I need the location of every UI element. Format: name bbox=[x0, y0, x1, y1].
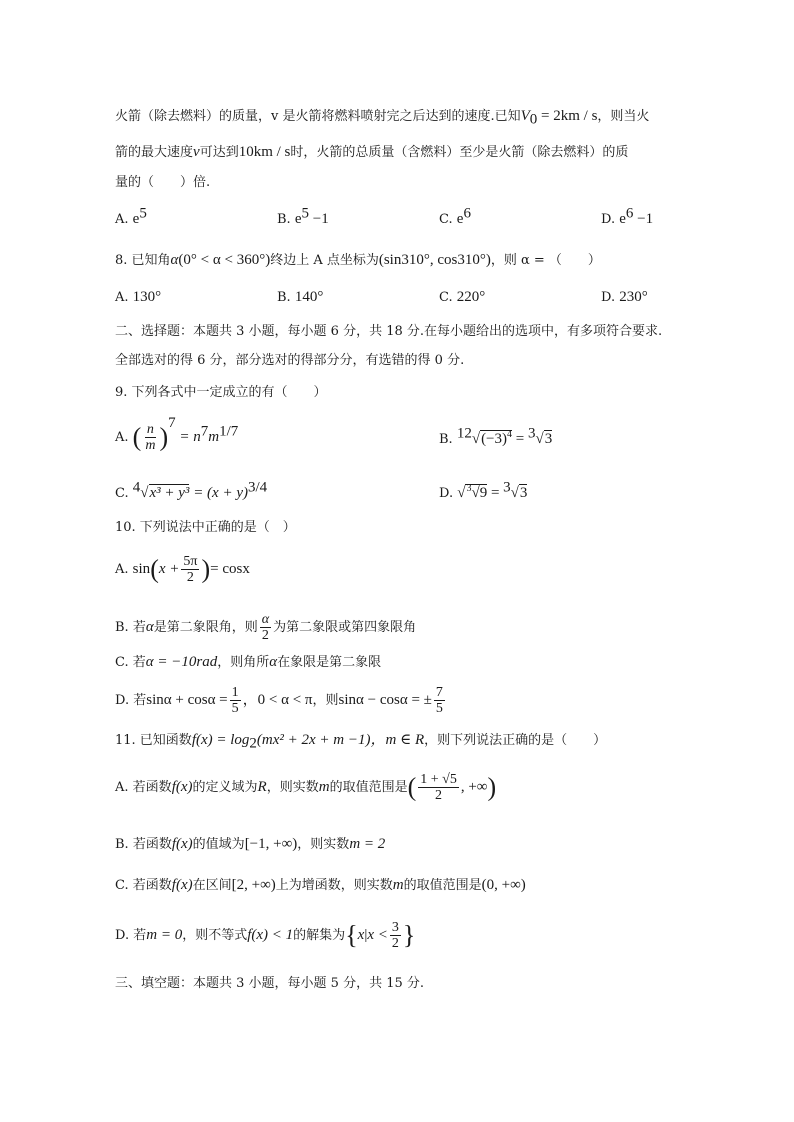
q10-stem: 10. 下列说法中正确的是（ ） bbox=[115, 520, 296, 535]
q8-choice-a[interactable]: A. 130° bbox=[115, 289, 162, 305]
section2-note: 全部选对的得 6 分，部分选对的得部分分，有选错的得 0 分. bbox=[115, 353, 465, 368]
v0-symbol: V bbox=[520, 108, 530, 124]
q8-stem: 8. 已知角α(0° < α < 360°)终边上 A 点坐标为(sin310°, cos310°)，则 α = （ ） bbox=[115, 252, 601, 268]
q11-choice-d[interactable]: D. 若m = 0，则不等式f(x) < 1的解集为{x|x < $\frac{3}{2}$ } bbox=[115, 920, 416, 951]
section3-heading: 三、填空题：本题共 3 小题，每小题 5 分，共 15 分. bbox=[115, 976, 425, 991]
section2-heading: 二、选择题：本题共 3 小题，每小题 6 分，共 18 分.在每小题给出的选项中，有多项符合要求. bbox=[115, 324, 663, 339]
q9-stem: 9. 下列各式中一定成立的有（ ） bbox=[115, 385, 327, 400]
v0-value: = 2km / s bbox=[537, 108, 598, 124]
q11-choice-b[interactable]: B. 若函数f(x)的值域为[−1, +∞)，则实数m = 2 bbox=[115, 836, 386, 852]
q7-choice-d[interactable]: D. $e^6 -1$ bbox=[601, 205, 654, 227]
q9-choice-b[interactable]: B. $^{12}√(-3)^4 = ^3√3$ bbox=[439, 425, 553, 447]
q7-line-3: 量的（ ）倍. bbox=[115, 175, 211, 190]
q10-choice-b[interactable]: B. 若α是第二象限角，则 $\frac{\alpha}{2}$ 为第二象限或第四象限角 bbox=[115, 612, 417, 643]
q9-choice-c[interactable]: C. $^4√x^3 + y^3 = (x + y)^{3/4}$ bbox=[115, 479, 268, 501]
q11-stem: 11. 已知函数$f(x) = \log_2(mx^2 + 2x + m -1)$，m ∈ R，则下列说法正确的是（ ） bbox=[115, 732, 607, 752]
q7-choice-a[interactable]: A. $e^5$ bbox=[115, 205, 147, 227]
q7-choice-b[interactable]: B. $e^5 -1$ bbox=[277, 205, 329, 227]
q9-choice-d[interactable]: D. √$^3$√9 = $^3$√3 bbox=[439, 479, 528, 501]
q7-text: 火箭（除去燃料）的质量，v 是火箭将燃料喷射完之后达到的速度.已知 bbox=[115, 109, 521, 124]
q10-choice-d[interactable]: D. 若sinα + cosα = $\frac{1}{5}$ ，0 < α < π，则sinα − cosα = ± $\frac{7}{5}$ bbox=[115, 685, 443, 716]
q7-choice-c[interactable]: C. $e^6$ bbox=[439, 205, 471, 227]
q8-choice-d[interactable]: D. 230° bbox=[601, 289, 648, 305]
q8-choice-b[interactable]: B. 140° bbox=[277, 289, 324, 305]
q10-choice-c[interactable]: C. 若α = −10rad，则角所α在象限是第二象限 bbox=[115, 654, 382, 670]
q7-line-1: 火箭（除去燃料）的质量，v 是火箭将燃料喷射完之后达到的速度.已知$V_0 = 2km / s$，则当火 bbox=[115, 108, 650, 128]
q11-choice-c[interactable]: C. 若函数f(x)在区间[2, +∞)上为增函数，则实数m的取值范围是(0, +∞) bbox=[115, 877, 526, 893]
q9-choice-a[interactable]: A. ( $\frac{n}{m}$ )$^7 = n^7m^{1/7}$ bbox=[115, 415, 239, 453]
q11-choice-a[interactable]: A. 若函数f(x)的定义域为R，则实数m的取值范围是( $\frac{1 + √5}{2}$ , +∞) bbox=[115, 772, 497, 803]
q8-choice-c[interactable]: C. 220° bbox=[439, 289, 486, 305]
q7-line-2: 箭的最大速度v可达到10km / s时，火箭的总质量（含燃料）至少是火箭（除去燃料）的质 bbox=[115, 144, 629, 160]
q10-choice-a[interactable]: A. sin(x + $\frac{5\pi}{2}$ )= cosx bbox=[115, 554, 250, 585]
